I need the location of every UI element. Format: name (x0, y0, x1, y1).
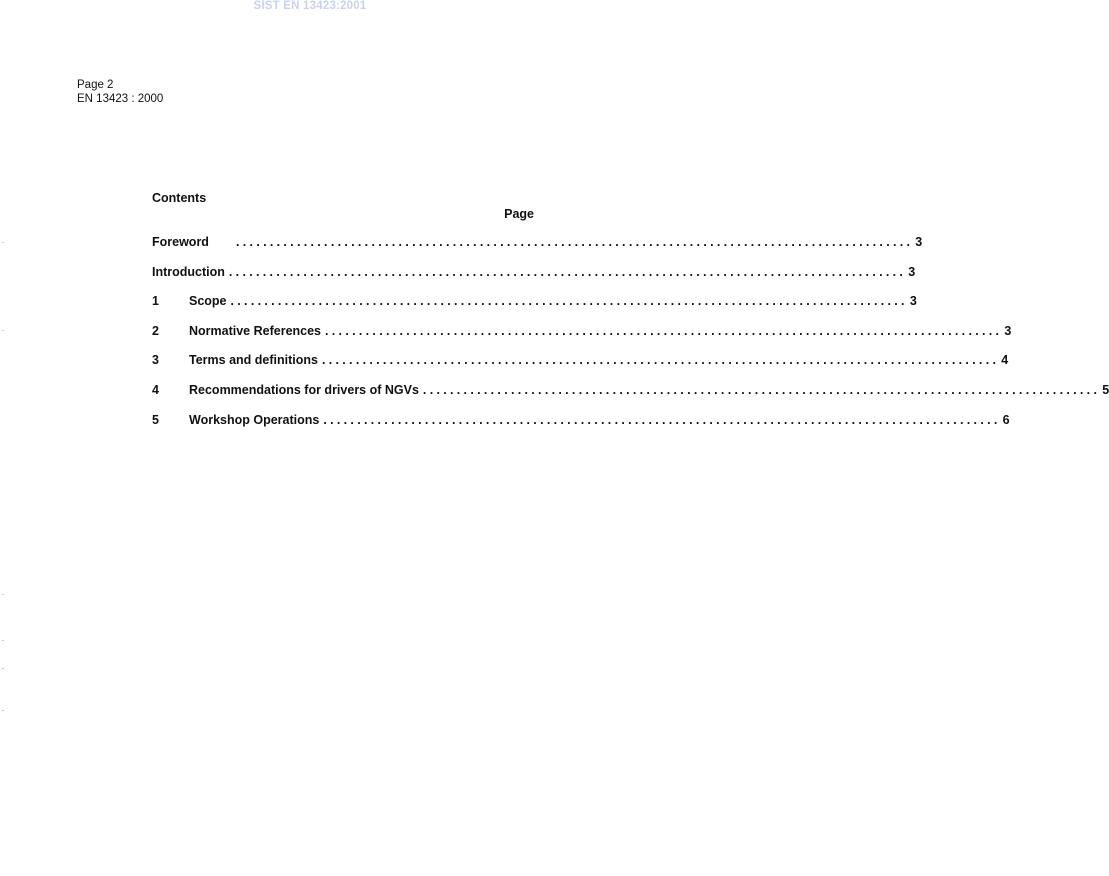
toc-entry-page: 3 (1004, 323, 1012, 338)
toc-entry-page: 3 (908, 264, 916, 279)
toc-entry-label: Workshop Operations (189, 412, 320, 427)
scan-edge-mark (2, 330, 4, 331)
scan-edge-mark (2, 710, 4, 711)
toc-entry-label: Foreword (152, 235, 209, 249)
toc-title: Contents (152, 191, 207, 205)
toc-entry-number: 4 (152, 382, 159, 397)
toc-entry-page: 4 (1001, 353, 1009, 368)
toc-entry-number: 3 (152, 353, 159, 368)
toc-entry-normative-references[interactable] (152, 323, 1012, 354)
toc-entry-label: Recommendations for drivers of NGVs (189, 382, 419, 397)
toc-entry-number: 5 (152, 412, 159, 427)
toc-leader-dots: .................................................................................................... (230, 294, 908, 309)
toc-entry-workshop-operations[interactable] (152, 412, 1010, 443)
table-of-contents (152, 190, 1109, 442)
page-number: Page 2 (77, 79, 114, 91)
watermark: SIST EN 13423:2001 (253, 0, 367, 12)
page-header (77, 78, 163, 106)
toc-leader-dots: .................................................................................................... (325, 323, 1003, 338)
toc-entry-label: Introduction (152, 264, 225, 279)
scan-edge-mark (2, 594, 4, 595)
toc-entry-page: 3 (909, 294, 917, 309)
toc-leader-dots: .................................................................................................... (422, 382, 1101, 397)
toc-entry-label: Normative References (189, 323, 322, 338)
toc-entry-scope[interactable] (152, 294, 917, 324)
toc-entry-page: 3 (915, 235, 923, 249)
scan-edge-mark (2, 640, 4, 641)
toc-entry-number: 2 (152, 323, 159, 338)
standard-id: EN 13423 : 2000 (77, 93, 164, 105)
toc-entry-terms-and-definitions[interactable] (152, 353, 1009, 383)
toc-entry-page: 6 (1002, 412, 1010, 427)
toc-entry-page: 5 (1102, 382, 1109, 397)
toc-page-column-label: Page (504, 207, 534, 221)
toc-leader-dots: .................................................................................................... (228, 264, 907, 279)
toc-leader-dots: .................................................................................................... (321, 353, 1000, 368)
scan-edge-mark (2, 668, 4, 669)
toc-entry-foreword[interactable] (152, 235, 923, 265)
toc-entry-number: 1 (152, 294, 159, 309)
toc-entry-recommendations[interactable] (152, 382, 1109, 413)
toc-leader-dots: .................................................................................................... (236, 235, 914, 249)
toc-entry-label: Scope (189, 294, 227, 309)
toc-entry-introduction[interactable] (152, 264, 916, 295)
toc-entry-label: Terms and definitions (189, 353, 318, 368)
scan-edge-mark (2, 242, 4, 243)
toc-leader-dots: .................................................................................................... (323, 412, 1001, 427)
